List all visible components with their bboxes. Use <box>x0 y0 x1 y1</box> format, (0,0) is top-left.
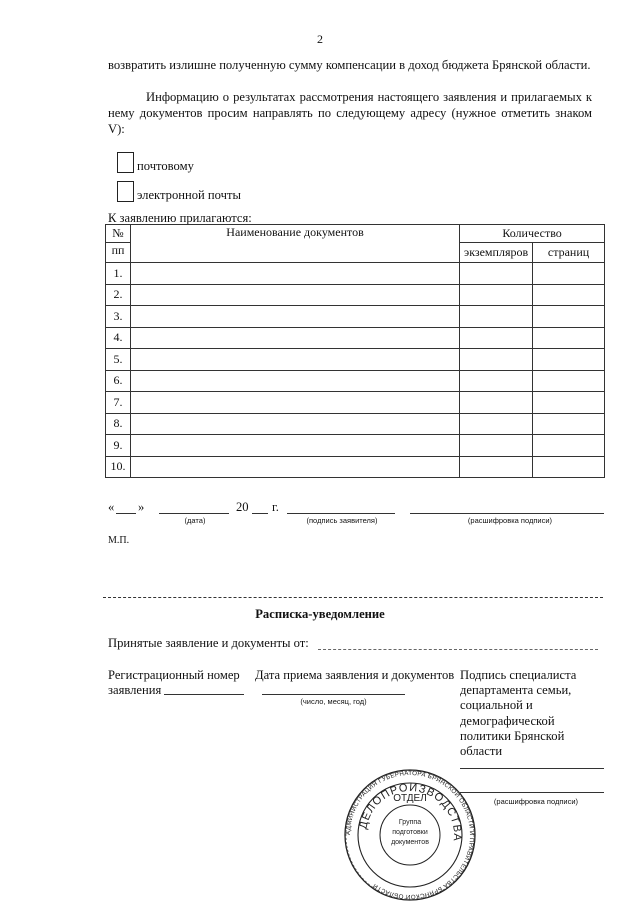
row-document-name-cell[interactable] <box>130 370 459 392</box>
row-document-name-cell[interactable] <box>130 413 459 435</box>
specialist-label-line: области <box>460 744 503 759</box>
row-number: 10. <box>106 456 131 478</box>
table-row <box>106 306 605 328</box>
row-number: 8. <box>106 413 131 435</box>
row-number: 2. <box>106 284 131 306</box>
email-option-label: электронной почты <box>137 188 241 202</box>
row-document-name-cell[interactable] <box>130 456 459 478</box>
decryption-caption: (расшифровка подписи) <box>467 516 553 525</box>
decryption-line[interactable] <box>410 513 604 514</box>
row-copies-cell[interactable] <box>460 263 533 285</box>
row-pages-cell[interactable] <box>533 284 605 306</box>
postal-checkbox[interactable] <box>117 152 134 173</box>
stamp-ring-text: АДМИНИСТРАЦИЯ ГУБЕРНАТОРА БРЯНСКОЙ ОБЛАСТИ И ПРАВИТЕЛЬСТВА БРЯНСКОЙ ОБЛАСТИ <box>344 769 476 901</box>
table-row <box>106 435 605 457</box>
row-pages-cell[interactable] <box>533 263 605 285</box>
row-copies-cell[interactable] <box>460 413 533 435</box>
row-number: 4. <box>106 327 131 349</box>
col-name-header: Наименование документов <box>130 225 459 263</box>
stamp-center-1: Группа <box>398 819 422 826</box>
row-number: 7. <box>106 392 131 414</box>
specialist-decryption-caption: (расшифровка подписи) <box>493 797 579 806</box>
col-num-header-2: пп <box>106 243 131 263</box>
row-pages-cell[interactable] <box>533 435 605 457</box>
quote-close: » <box>138 500 145 514</box>
row-copies-cell[interactable] <box>460 349 533 371</box>
row-copies-cell[interactable] <box>460 392 533 414</box>
reg-number-label: Регистрационный номер <box>108 668 240 682</box>
date-accept-label: Дата приема заявления и документов <box>255 668 455 682</box>
row-copies-cell[interactable] <box>460 456 533 478</box>
row-pages-cell[interactable] <box>533 456 605 478</box>
paragraph-results-address: Информацию о результатах рассмотрения настоящего заявления и прилагаемых к нему документов просим направлять по следующему адресу (нужное отметить знаком V): <box>108 90 592 136</box>
documents-table <box>105 224 605 478</box>
row-copies-cell[interactable] <box>460 370 533 392</box>
receipt-title: Расписка-уведомление <box>255 607 385 621</box>
row-pages-cell[interactable] <box>533 306 605 328</box>
cut-line <box>103 597 603 598</box>
row-pages-cell[interactable] <box>533 327 605 349</box>
date-accept-line[interactable] <box>262 694 405 695</box>
email-checkbox[interactable] <box>117 181 134 202</box>
row-number: 5. <box>106 349 131 371</box>
row-document-name-cell[interactable] <box>130 263 459 285</box>
table-row <box>106 370 605 392</box>
department-stamp <box>340 768 480 903</box>
page-number: 2 <box>317 32 323 46</box>
row-document-name-cell[interactable] <box>130 284 459 306</box>
row-number: 3. <box>106 306 131 328</box>
stamp-dept-top: ОТДЕЛ <box>393 793 427 804</box>
row-copies-cell[interactable] <box>460 327 533 349</box>
year-suffix: г. <box>272 500 279 514</box>
month-line[interactable] <box>159 513 229 514</box>
row-pages-cell[interactable] <box>533 370 605 392</box>
year-line[interactable] <box>252 513 268 514</box>
row-document-name-cell[interactable] <box>130 392 459 414</box>
row-pages-cell[interactable] <box>533 392 605 414</box>
specialist-decryption-line[interactable] <box>460 792 604 793</box>
table-row <box>106 456 605 478</box>
specialist-label-line: демографической <box>460 713 555 728</box>
col-num-header: № <box>106 225 131 243</box>
reg-number-label-2: заявления <box>108 683 162 697</box>
stamp-dept-arc: ДЕЛОПРОИЗВОДСТВА <box>357 781 464 843</box>
specialist-label-line: Подпись специалиста <box>460 668 577 682</box>
specialist-label-line: политики Брянской <box>460 728 565 743</box>
specialist-signature-line[interactable] <box>460 768 604 769</box>
table-row <box>106 392 605 414</box>
specialist-signature-label <box>460 668 576 759</box>
stamp-center-2: подготовки <box>392 829 428 836</box>
reg-number-line[interactable] <box>164 694 244 695</box>
row-document-name-cell[interactable] <box>130 435 459 457</box>
year-prefix: 20 <box>236 500 249 514</box>
accepted-from-line[interactable] <box>318 649 598 650</box>
row-pages-cell[interactable] <box>533 413 605 435</box>
row-document-name-cell[interactable] <box>130 306 459 328</box>
table-row <box>106 284 605 306</box>
row-copies-cell[interactable] <box>460 284 533 306</box>
quote-open: « <box>108 500 115 514</box>
col-copies-header: экземпляров <box>460 243 533 263</box>
signature-caption: (подпись заявителя) <box>306 516 378 525</box>
table-row <box>106 263 605 285</box>
row-copies-cell[interactable] <box>460 306 533 328</box>
table-row <box>106 327 605 349</box>
row-pages-cell[interactable] <box>533 349 605 371</box>
table-row <box>106 349 605 371</box>
row-number: 9. <box>106 435 131 457</box>
col-qty-header: Количество <box>460 225 605 243</box>
row-number: 6. <box>106 370 131 392</box>
day-line[interactable] <box>116 513 136 514</box>
mp-label: М.П. <box>108 535 130 546</box>
accepted-from-label: Принятые заявление и документы от: <box>108 636 309 650</box>
postal-option-label: почтовому <box>137 159 194 173</box>
row-document-name-cell[interactable] <box>130 349 459 371</box>
signature-line[interactable] <box>287 513 395 514</box>
table-row <box>106 413 605 435</box>
specialist-label-line: социальной и <box>460 698 533 713</box>
date-accept-caption: (число, месяц, год) <box>300 697 367 706</box>
col-pages-header: страниц <box>533 243 605 263</box>
date-caption: (дата) <box>184 516 206 525</box>
paragraph-return-compensation: возвратить излишне полученную сумму компенсации в доход бюджета Брянской области. <box>108 58 591 72</box>
specialist-label-line: департамента семьи, <box>460 683 572 698</box>
stamp-center-3: документов <box>391 839 429 846</box>
row-document-name-cell[interactable] <box>130 327 459 349</box>
row-copies-cell[interactable] <box>460 435 533 457</box>
row-number: 1. <box>106 263 131 285</box>
attachments-label: К заявлению прилагаются: <box>108 211 252 225</box>
